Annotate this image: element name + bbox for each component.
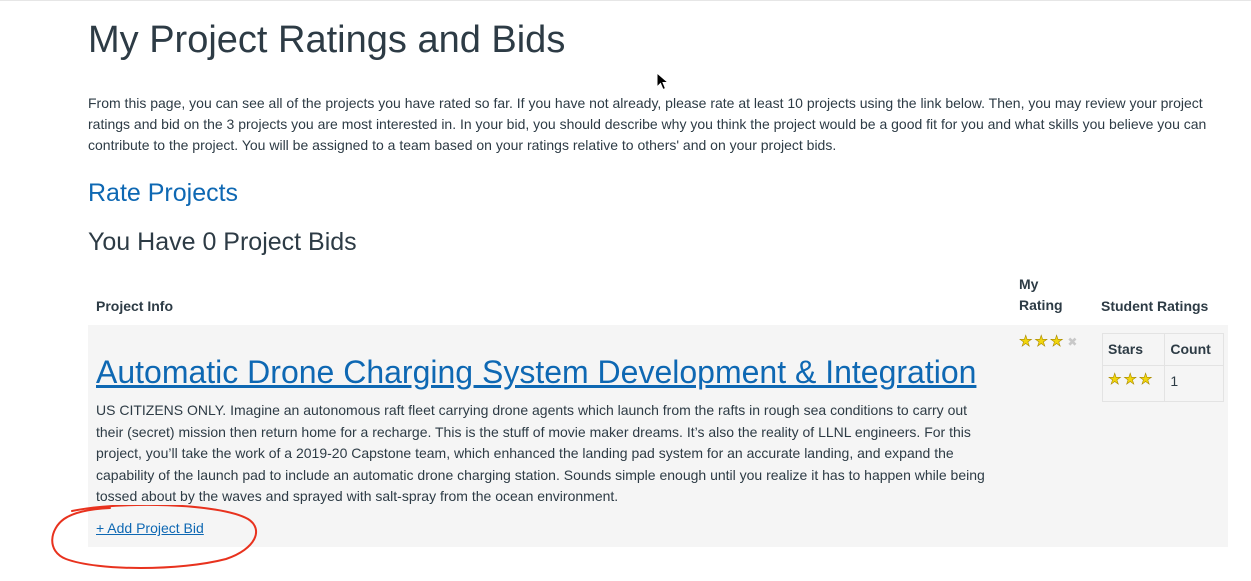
student-ratings-row: [1103, 366, 1224, 402]
intro-paragraph: From this page, you can see all of the projects you have rated so far. If you have not already, please rate at least 10 projects using the link below. Then, you may review your project ratings and bid on the 3 projects you are most interested in. In your bid, you should describe why you think the project would be a good fit for you and what skills you believe you can contribute to the project. You will be assigned to a team based on your ratings relative to others' and on your project bids.: [88, 95, 1207, 153]
column-header-student-ratings: Student Ratings: [1101, 298, 1209, 314]
star-icon: ★: [1138, 371, 1153, 388]
student-ratings-table: [1102, 333, 1224, 402]
student-ratings-stars-cell: [1103, 366, 1165, 402]
my-rating-widget[interactable]: [1019, 333, 1077, 351]
column-header-my-rating: My Rating: [1019, 276, 1063, 313]
star-icon[interactable]: ★: [1034, 333, 1048, 350]
column-header-project-info: Project Info: [96, 298, 174, 314]
project-title-link[interactable]: Automatic Drone Charging System Development & Integration: [96, 354, 977, 390]
star-icon[interactable]: ★: [1049, 333, 1064, 350]
star-icon: ★: [1123, 371, 1137, 388]
project-description: US CITIZENS ONLY. Imagine an autonomous raft fleet carrying drone agents which launch from the rafts in rough sea conditions to carry out their (secret) mission then return home for a recharge. This is the stuff of movie maker dreams. It’s also the reality of LLNL engineers. For this project, you’ll take the work of a 2019-20 Capstone team, which enhanced the landing pad system for an accurate landing, and expand the capability of the launch pad to include an automatic drone charging station. Sounds simple enough until you realize it has to happen while being tossed about by the waves and sprayed with salt-spray from the ocean environment.: [96, 402, 985, 504]
project-bids-heading: You Have 0 Project Bids: [88, 228, 357, 256]
student-ratings-stars-header: Stars: [1103, 334, 1165, 366]
add-project-bid-link[interactable]: + Add Project Bid: [96, 520, 204, 536]
student-ratings-count: 1: [1165, 366, 1223, 402]
close-icon[interactable]: ✖: [1067, 335, 1078, 349]
star-icon: ★: [1108, 371, 1122, 388]
top-divider: [0, 0, 1251, 1]
rate-projects-link[interactable]: Rate Projects: [88, 179, 239, 207]
star-icon[interactable]: ★: [1019, 333, 1033, 350]
page-title: My Project Ratings and Bids: [88, 19, 566, 61]
student-ratings-count-header: Count: [1165, 334, 1223, 366]
mouse-cursor-icon: [656, 72, 670, 92]
